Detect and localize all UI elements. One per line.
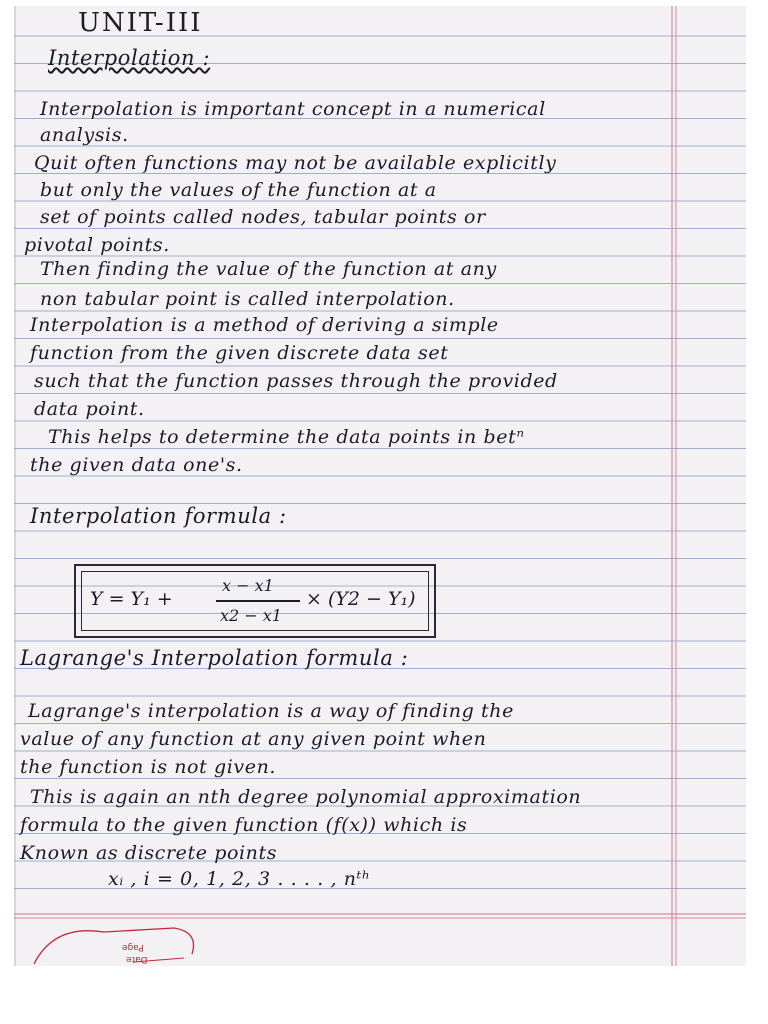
formula-denominator: x2 − x1 — [220, 606, 282, 625]
text-line-3: Quit often functions may not be available explicitly — [34, 152, 557, 174]
page-stamp-icon — [34, 928, 194, 964]
text-line-13: This helps to determine the data points in betⁿ — [48, 426, 525, 448]
text-line-4: but only the values of the function at a — [40, 179, 437, 201]
text-line-14: the given data one's. — [30, 454, 243, 476]
notebook-page — [14, 6, 746, 966]
lagrange-line-5: formula to the given function (f(x)) which is — [20, 814, 468, 836]
unit-title: UNIT-III — [78, 8, 203, 38]
stamp-date-label: Date — [126, 954, 148, 964]
text-line-12: data point. — [34, 398, 145, 420]
lagrange-line-2: value of any function at any given point when — [20, 728, 487, 750]
stamp-page-label: Page — [122, 942, 144, 952]
formula-fraction-bar — [216, 600, 300, 602]
lagrange-line-7: xᵢ , i = 0, 1, 2, 3 . . . . , nᵗʰ — [108, 868, 371, 890]
text-line-10: function from the given discrete data set — [30, 342, 449, 364]
lagrange-line-6: Known as discrete points — [20, 842, 278, 864]
text-line-1: Interpolation is important concept in a numerical — [40, 98, 546, 120]
lagrange-line-4: This is again an nth degree polynomial approximation — [30, 786, 582, 808]
text-line-7: Then finding the value of the function at any — [40, 258, 497, 280]
formula-rhs: × (Y2 − Y₁) — [306, 588, 416, 610]
text-line-2: analysis. — [40, 124, 129, 146]
formula-box — [74, 564, 436, 638]
text-line-8: non tabular point is called interpolation. — [40, 288, 455, 310]
formula-heading: Interpolation formula : — [30, 504, 287, 528]
section-heading: Interpolation : — [48, 46, 211, 70]
text-line-11: such that the function passes through the provided — [34, 370, 558, 392]
lagrange-heading: Lagrange's Interpolation formula : — [20, 646, 409, 670]
text-line-6: pivotal points. — [24, 234, 170, 256]
lagrange-line-3: the function is not given. — [20, 756, 277, 778]
formula-numerator: x − x1 — [222, 576, 274, 595]
text-line-5: set of points called nodes, tabular points or — [40, 206, 486, 228]
lagrange-line-1: Lagrange's interpolation is a way of finding the — [28, 700, 514, 722]
formula-lhs: Y = Y₁ + — [90, 588, 173, 610]
text-line-9: Interpolation is a method of deriving a simple — [30, 314, 499, 336]
